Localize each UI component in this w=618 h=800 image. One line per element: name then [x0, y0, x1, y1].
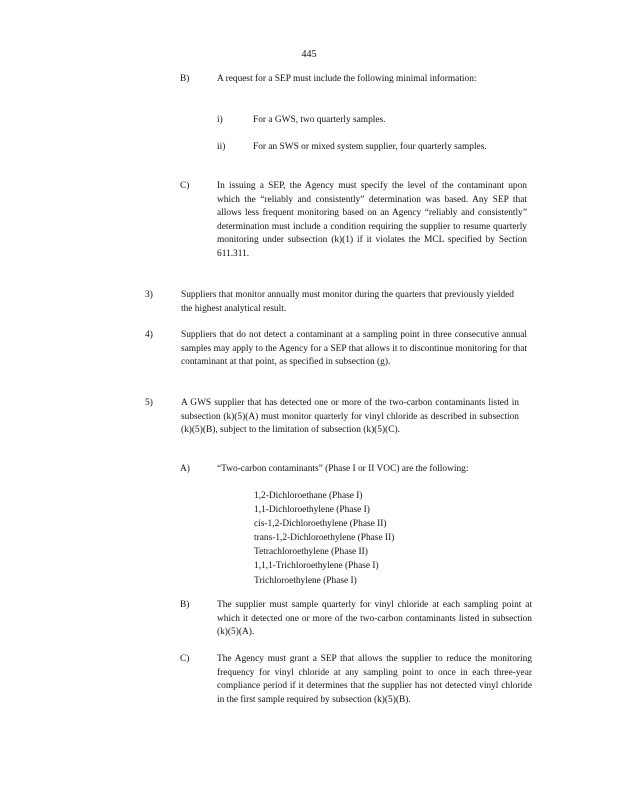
contaminant-list: [254, 489, 394, 588]
paragraph-label: 4): [145, 330, 153, 340]
item-label: ii): [217, 142, 226, 152]
list-item: cis-1,2-Dichloroethylene (Phase II): [254, 519, 387, 530]
paragraph-text: “Two-carbon contaminants” (Phase I or II VOC) are the following:: [217, 464, 469, 474]
item-label: i): [217, 115, 223, 125]
list-item: Tetrachloroethylene (Phase II): [254, 547, 368, 558]
item-text: For an SWS or mixed system supplier, four quarterly samples.: [253, 142, 487, 152]
page-number: 445: [301, 49, 317, 60]
list-item: 1,1,1-Trichloroethylene (Phase I): [254, 561, 379, 572]
paragraph-text: A request for a SEP must include the following minimal information:: [217, 74, 477, 84]
paragraph-text: The supplier must sample quarterly for vinyl chloride at each sampling point at which it detected one or more of the two-carbon contaminants listed in subsection (k)(5)(A).: [217, 600, 532, 638]
paragraph-label: C): [180, 654, 190, 664]
list-item: 1,1-Dichloroethylene (Phase I): [254, 505, 370, 516]
list-item: Trichloroethylene (Phase I): [254, 575, 357, 586]
paragraph-text: Suppliers that monitor annually must monitor during the quarters that previously yielded the highest analytical result.: [181, 290, 514, 314]
paragraph-label: 3): [145, 290, 153, 300]
list-item: trans-1,2-Dichloroethylene (Phase II): [254, 533, 395, 544]
item-text: For a GWS, two quarterly samples.: [253, 115, 386, 125]
paragraph-label: B): [180, 74, 190, 84]
paragraph-label: C): [180, 181, 190, 191]
paragraph-label: A): [180, 464, 190, 474]
paragraph-label: 5): [145, 398, 153, 408]
paragraph-text: The Agency must grant a SEP that allows the supplier to reduce the monitoring frequency for vinyl chloride at any sampling point to once in each three-year compliance period if it determines that the supplier has not detected vinyl chloride in the first sample required by subsection (k)(5)(B).: [217, 654, 532, 705]
paragraph-text: In issuing a SEP, the Agency must specify the level of the contaminant upon which the “reliably and consistently” determination was based. Any SEP that allows less frequent monitoring based on an Agency “reliably and consistently” determination must include a condition requiring the supplier to resume quarterly monitoring under subsection (k)(1) if it violates the MCL specified by Section 611.311.: [217, 181, 527, 259]
paragraph-text: A GWS supplier that has detected one or more of the two-carbon contaminants listed in subsection (k)(5)(A) must monitor quarterly for vinyl chloride as described in subsection (k)(5)(B), subject to the limitation of subsection (k)(5)(C).: [181, 398, 519, 436]
paragraph-text: Suppliers that do not detect a contaminant at a sampling point in three consecutive annual samples may apply to the Agency for a SEP that allows it to discontinue monitoring for that contaminant at that point, as specified in subsection (g).: [181, 330, 527, 368]
paragraph-label: B): [180, 600, 190, 610]
list-item: 1,2-Dichloroethane (Phase I): [254, 491, 363, 501]
